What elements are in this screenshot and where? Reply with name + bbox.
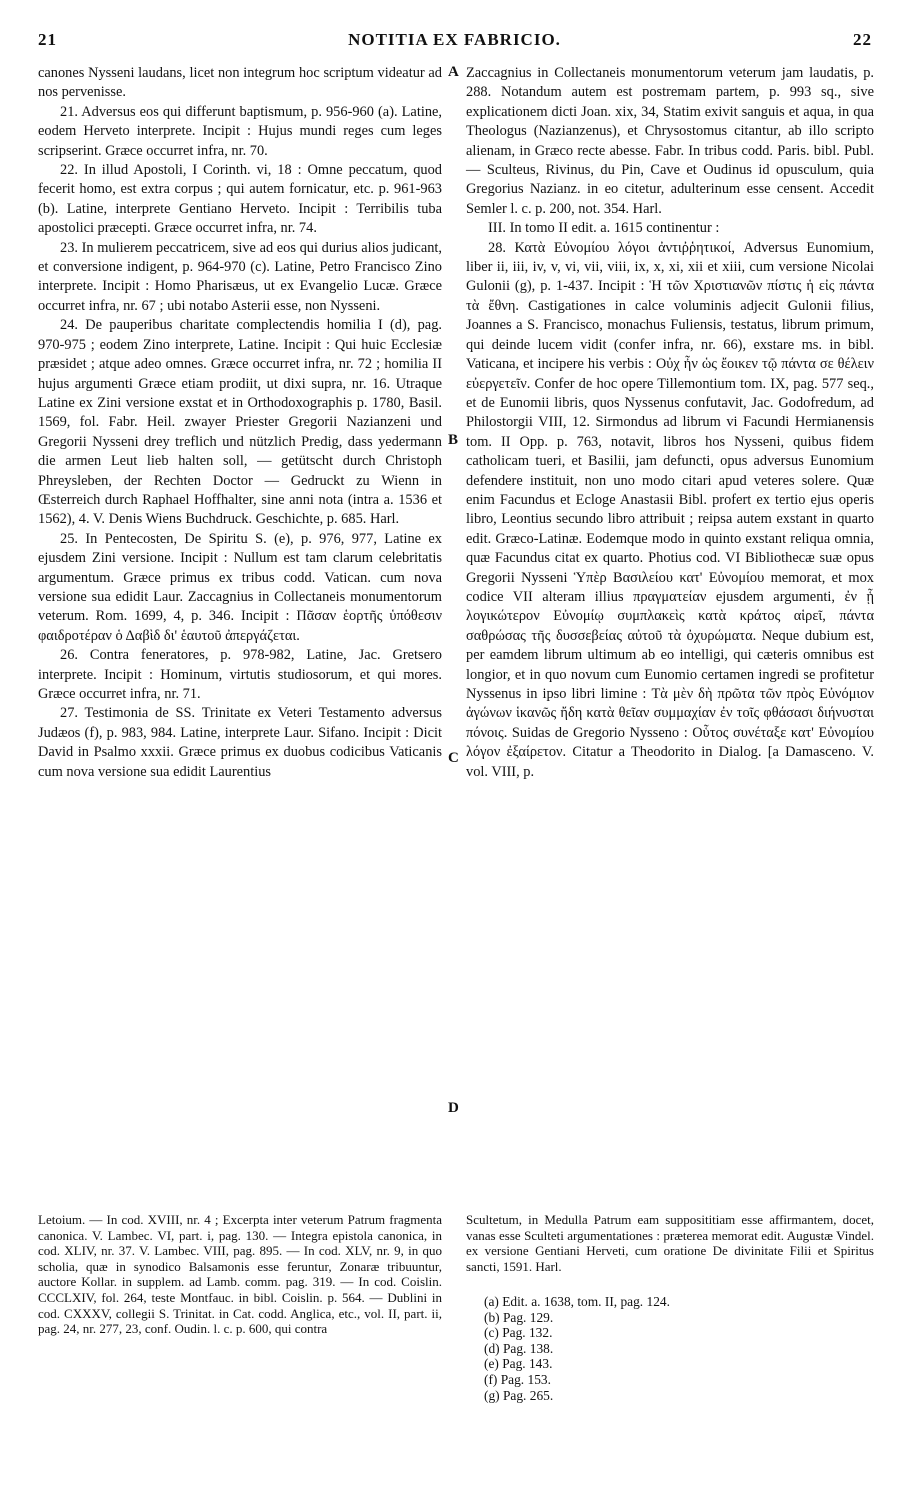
paragraph: 24. De pauperibus charitate complectendis homilia I (d), pag. 970-975 ; eodem Zino interprete, Latine. Incipit : Qui huic Ecclesiæ præsidet ; atque adeo omnes. Græce occurret infra, nr. 72 ; homilia II hujus argumenti Græce etiam prodiit, ut dixi supra, nr. 16. Utraque Latine ex Zini versione exstat et in Orthodoxographis p. 1780, Basil. 1569, fol. Fabr. Heil. zwayer Priester Gregorii Nazianzeni und Gregorii Nysseni drey treflich und nützlich Predig, dass yedermann die armen Leut lieb halten soll, — getütscht durch Christoph Phreysleben, der Rechten Doctor — Gedruckt zu Wienn in Œsterreich durch Raphael Hoffhalter, sine anni nota (intra a. 1536 et 1562), 4. V. Denis Wiens Buchdruck. Geschichte, p. 685. Harl. <box>38 317 442 528</box>
right-page-number: 22 <box>853 30 872 49</box>
paragraph: III. In tomo II edit. a. 1615 continentur : <box>488 220 720 237</box>
paragraph: 22. In illud Apostoli, I Corinth. vi, 18 : Omne peccatum, quod fecerit homo, est extra corpus ; qui autem fornicatur, etc. p. 961-963 (b). Latine, interprete Gentiano Herveto. Incipit : Terribilis tuba apostolici præcepti. Græce occurret infra, nr. 74. <box>38 162 442 237</box>
paragraph: 23. In mulierem peccatricem, sive ad eos qui durius alios judicant, et conversione indigent, p. 964-970 (c). Latine, Petro Francisco Zino interprete. Incipit : Homo Pharisæus, ut ex Evangelio Lucæ. Græce occurret infra, nr. 67 ; ubi notabo Asterii esse, non Nysseni. <box>38 239 442 314</box>
paragraph: canones Nysseni laudans, licet non integrum hoc scriptum videatur ad nos pervenisse. <box>38 65 442 101</box>
footnote-list <box>466 1294 874 1403</box>
right-note <box>466 1212 874 1274</box>
margin-mark-c: C <box>448 750 459 766</box>
footnote: (d) Pag. 138. <box>484 1340 554 1356</box>
paragraph: 28. Κατὰ Εὐνομίου λόγοι ἀντιῤῥητικοί, Adversus Eunomium, liber ii, iii, iv, v, vi, vii, viii, ix, x, xi, xii et xiii, cum versione Nicolai Gulonii (g), p. 1-437. Incipit : Ἡ τῶν Χριστιανῶν πίστις ἡ εἰς πάντα τὰ ἔθνη. Castigationes in calce voluminis adjecit Gulonii filius, Joannes a S. Francisco, monachus Fuliensis, testatus, librum primum, qui deinde lucem vidit (confer infra, nr. 66), exstare ms. in bibl. Vaticana, et incipere his verbis : Οὐχ ἦν ὡς ἔοικεν τῷ πάντα σε θέλειν εὐεργετεῖν. Confer de hoc opere Tillemontium tom. IX, pag. 577 seq., et de Eunomii libris, quos Nyssenus confutavit, Jac. Godofredum, ad Philostorgii VIII, 12. Sirmondus ad librum vi Facundi Hermianensis tom. II Opp. p. 763, notavit, libros hos Nysseni, quibus fidem catholicam tueri, et Basilii, jam defuncti, opus adversus Eunomium defendere instituit, non uno modo citari apud veteres solere. Quæ enim Facundus et Ecloge Anastasii Bibl. profert ex tertio ejus operis libro, Leontius secundo libro attribuit ; reipsa autem exstant in quarto edit. Græco-Latinæ. Eodemque modo in quinto exstant reliqua omnia, quæ Facundus citat ex quarto. Photius cod. VI Bibliothecæ suæ opus Gregorii Nysseni Ὑπὲρ Βασιλείου κατ' Εὐνομίου memorat, et mox codice VII alteram illius πραγματείαν ejusdem argumenti, ἐν ᾗ λογικώτερον Εὐνομίῳ συμπλακεὶς κατὰ κράτος αἱρεῖ, πάντα σαθρώσας τῆς δυσσεβείας αὐτοῦ τὰ ὀχυρώματα. Neque dubium est, per eamdem librum ultimum ab eo intelligi, qui cæteris omnibus est longior, et in quo novum cum Eunomio certamen ingredi se profitetur Nyssenus in ipso libri limine : Τὰ μὲν δὴ πρῶτα τῶν πρὸς Εὐνόμιον ἀγώνων ἱκανῶς ἤδη κατὰ θεῖαν συμμαχίαν ἐν τοῖς φθάσασι διήνυσται πόνοις. Suidas de Gregorio Nysseno : Οὗτος συνέταξε κατ' Εὐνομίου λόγον ἐξαίρετον. Citatur a Theodorito in Dialog. [a Damasceno. V. vol. VIII, p. <box>466 239 874 780</box>
margin-mark-d: D <box>448 1100 459 1116</box>
paragraph: 21. Adversus eos qui differunt baptismum, p. 956-960 (a). Latine, eodem Herveto interprete. Incipit : Hujus mundi reges cum leges scripserint. Græce occurret infra, nr. 70. <box>38 103 442 159</box>
footnote: (c) Pag. 132. <box>484 1325 553 1341</box>
left-note <box>38 1212 442 1337</box>
margin-mark-a: A <box>448 64 459 80</box>
paragraph: 25. In Pentecosten, De Spiritu S. (e), p. 976, 977, Latine ex ejusdem Zini versione. Incipit : Nullum est tam clarum celebritatis argumentum. Græce primus ex tribus codd. Vatican. cum nova versione sua edidit Laur. Zaccagnius in Collectaneis monumentorum veterum. Rom. 1699, 4, p. 346. Incipit : Πᾶσαν ἑορτῆς ὑπόθεσιν φαιδροτέραν ὁ Δαβὶδ δι' ἑαυτοῦ ἀπεργάζεται. <box>38 530 442 644</box>
footnote: (a) Edit. a. 1638, tom. II, pag. 124. <box>484 1294 670 1309</box>
running-title: NOTITIA EX FABRICIO. <box>348 30 561 49</box>
paragraph: Zaccagnius in Collectaneis monumentorum veterum jam laudatis, p. 288. Notandum autem est postremam partem, p. 993 sq., sive explicationem dicti Joan. xix, 34, Statim exivit sanguis et aqua, in qua Theologus (Nazianzenus), et Chrysostomus citantur, ab illo scripto alienam, in Græco recte abesse. Fabr. In tribus codd. Paris. bibl. Publ. — Sculteus, Rivinus, du Pin, Cave et Oudinus id opusculum, quia Gregorius Nazianz. in eo citetur, adulterinum esse censent. Accedit Semler l. c. p. 200, not. 354. Harl. <box>466 65 874 217</box>
footnote: (f) Pag. 153. <box>484 1371 551 1387</box>
paragraph: 26. Contra feneratores, p. 978-982, Latine, Jac. Gretsero interprete. Incipit : Hominum, virtutis studiosorum, et qui mores. Græce occurret infra, nr. 71. <box>38 647 442 702</box>
footnote: (b) Pag. 129. <box>484 1309 554 1325</box>
left-column <box>38 64 442 782</box>
right-column <box>466 64 874 782</box>
left-page-number: 21 <box>38 30 57 49</box>
note-text: Scultetum, in Medulla Patrum eam supposititiam esse affirmantem, docet, vanas esse Sculteti argumentationes : præterea memorat edit. Augustæ Vindel. ex versione Gentiani Herveti, cum oratione De divinitate Filii et Spiritus sancti, 1591. Harl. <box>466 1212 874 1274</box>
margin-mark-b: B <box>448 432 459 448</box>
paragraph: 27. Testimonia de SS. Trinitate ex Veteri Testamento adversus Judæos (f), p. 983, 984. Latine, interprete Laur. Sifano. Incipit : Dicit David in Psalmo xxxii. Græce primus ex duobus codicibus Vaticanis cum nova versione sua edidit Laurentius <box>38 705 442 780</box>
footnote: (e) Pag. 143. <box>484 1356 553 1372</box>
note-text: Letoium. — In cod. XVIII, nr. 4 ; Excerpta inter veterum Patrum fragmenta canonica. V. Lambec. VI, part. i, pag. 130. — Integra epistola canonica, in cod. XLIV, nr. 37. V. Lambec. VIII, pag. 895. — In cod. XLV, nr. 9, in quo scholia, quæ in synodico Balsamonis esse feruntur, Zonaræ tribuuntur, auctore Kollar. in supplem. ad Lamb. comm. pag. 319. — In cod. Coislin. CCCLXIV, fol. 264, teste Montfauc. in bibl. Coislin. p. 564. — Dublini in cod. CXXXV, collegii S. Trinitat. in Cat. codd. Anglica, etc., vol. II, part. ii, pag. 24, nr. 277, 23, conf. Oudin. l. c. p. 600, qui contra <box>38 1212 442 1337</box>
footnote: (g) Pag. 265. <box>484 1387 554 1403</box>
